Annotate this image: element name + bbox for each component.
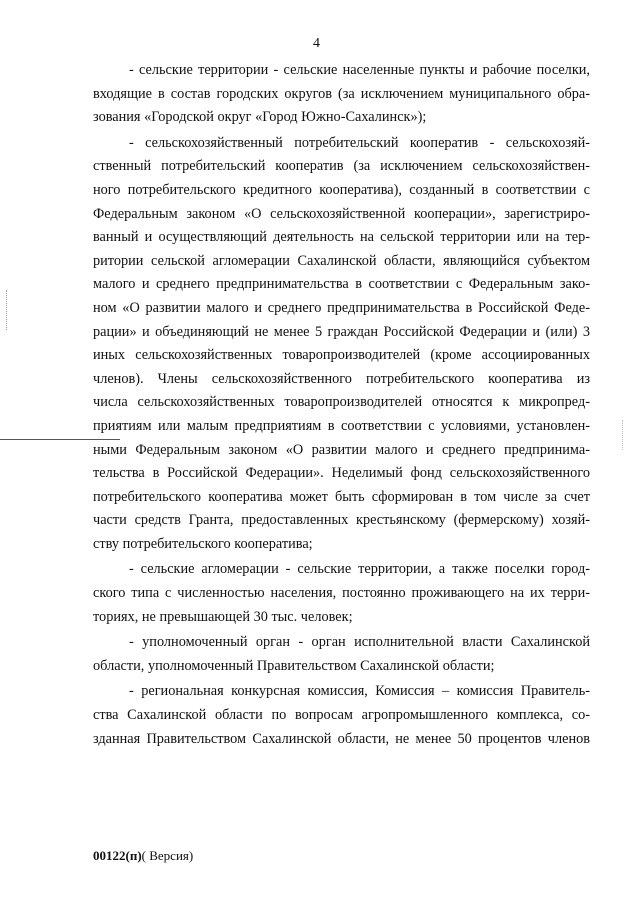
text-line: потребительского кооператива может быть сформирован в том числе за счет: [93, 488, 590, 505]
text-line: малого и среднего предпринимательства в соответствии с Федеральным зако-: [93, 276, 590, 293]
text-line: ства Сахалинской области по вопросам агропромышленного комплекса, со-: [93, 707, 590, 724]
text-line: рации» и объединяющий не менее 5 граждан Российской Федерации и (или) 3: [93, 323, 590, 340]
text-line: тельства в Российской Федерации». Неделимый фонд сельскохозяйственного: [93, 465, 590, 482]
document-footer: [93, 848, 193, 864]
text-line: Федеральным законом «О сельскохозяйственной кооперации», зарегистриро-: [93, 205, 590, 222]
text-line: - сельские территории - сельские населенные пункты и рабочие поселки,: [129, 62, 590, 78]
text-line: зданная Правительством Сахалинской области, не менее 50 процентов членов: [93, 730, 590, 747]
text-line: ственный потребительский кооператив (за исключением сельскохозяйствен-: [93, 158, 590, 175]
document-body: [93, 59, 590, 751]
text-line: - уполномоченный орган - орган исполнительной власти Сахалинской: [129, 634, 590, 651]
text-line: ского типа с численностью населения, постоянно проживающего на их терри-: [93, 585, 590, 602]
text-line: ными Федеральным законом «О развитии малого и среднего предпринима-: [93, 441, 590, 458]
text-line: ного потребительского кредитного кооператива), созданный в соответствии с: [93, 181, 590, 198]
text-line: входящие в состав городских округов (за исключением муниципального обра-: [93, 85, 590, 102]
document-version: ( Версия): [141, 848, 194, 863]
text-line: зования «Городской округ «Город Южно-Сахалинск»);: [93, 109, 427, 126]
text-line: ном «О развитии малого и среднего предпринимательства в Российской Феде-: [93, 299, 590, 316]
text-line: числа сельскохозяйственных товаропроизводителей относятся к микропред-: [93, 394, 590, 411]
text-line: иных сельскохозяйственных товаропроизводителей (кроме ассоциированных: [93, 347, 590, 364]
text-line: области, уполномоченный Правительством Сахалинской области;: [93, 657, 495, 674]
text-line: - региональная конкурсная комиссия, Комиссия – комиссия Правитель-: [129, 683, 590, 700]
text-line: членов). Члены сельскохозяйственного потребительского кооператива из: [93, 370, 590, 387]
text-line: ториях, не превышающей 30 тыс. человек;: [93, 608, 353, 625]
document-code: 00122(п): [93, 848, 142, 863]
text-line: ству потребительского кооператива;: [93, 535, 313, 552]
text-line: - сельскохозяйственный потребительский кооператив - сельскохозяй-: [129, 134, 590, 151]
text-line: приятиям или малым предприятиям в соответствии с условиями, установлен-: [93, 417, 590, 434]
scan-right-mark: [622, 420, 625, 450]
text-line: - сельские агломерации - сельские территории, а также поселки город-: [129, 561, 590, 578]
page-number: 4: [313, 36, 320, 51]
text-line: ванный и осуществляющий деятельность на сельской территории или на тер-: [93, 229, 590, 246]
text-line: ритории сельской агломерации Сахалинской области, являющийся субъектом: [93, 252, 590, 269]
text-line: части средств Гранта, предоставленных крестьянскому (фермерскому) хозяй-: [93, 512, 590, 529]
scan-margin-mark: [6, 290, 9, 330]
